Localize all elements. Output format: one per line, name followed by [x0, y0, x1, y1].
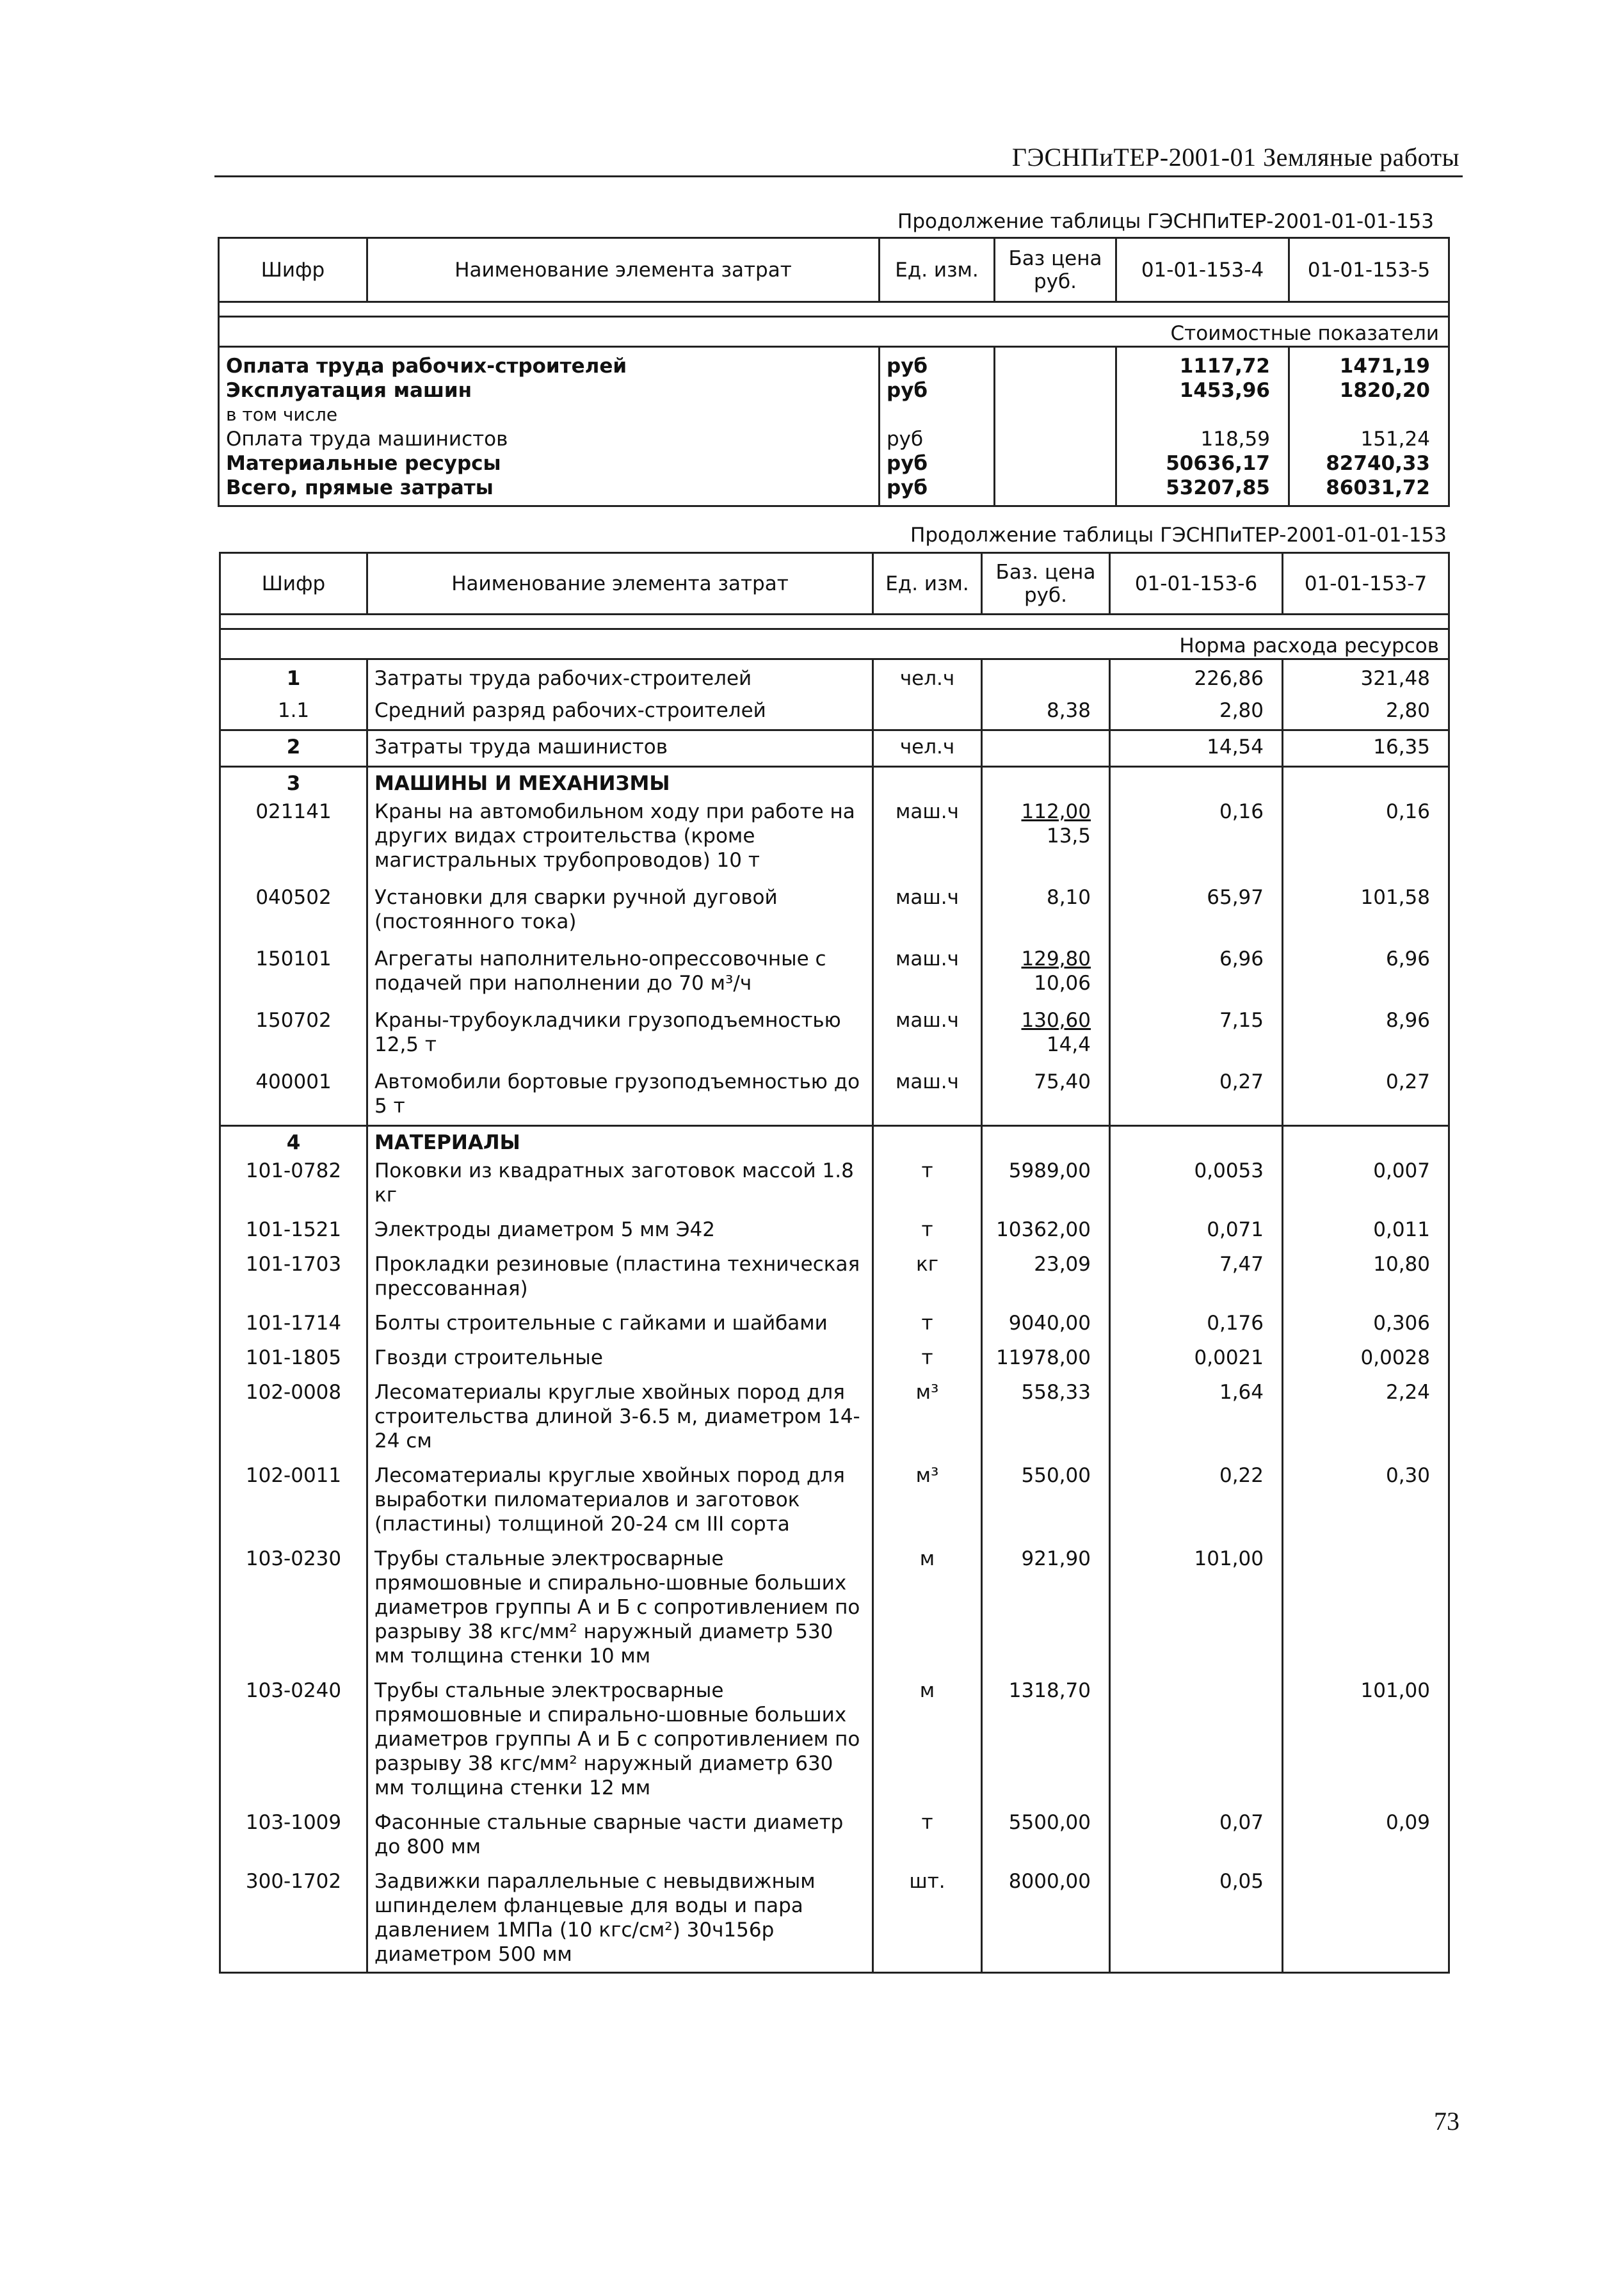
- header-unit: Ед. изм.: [873, 553, 982, 615]
- row-code: 101-1714: [220, 1307, 367, 1342]
- row-value-a: 1453,96: [1116, 378, 1289, 403]
- row-unit: т: [873, 1307, 982, 1342]
- row-value-b: 6,96: [1283, 943, 1449, 1004]
- row-name: Трубы стальные электросварные прямошовные и спирально-шовные больших диаметров группы А и Б с сопротивлением по разрыву 38 кгс/мм² наружный диаметр 530 мм толщина стенки 10 мм: [367, 1543, 873, 1675]
- row-code: 150101: [220, 943, 367, 1004]
- table2-subheader: Норма расхода ресурсов: [1110, 629, 1449, 659]
- row-name: Лесоматериалы круглые хвойных пород для выработки пиломатериалов и заготовок (пластины) толщиной 20-24 см III сорта: [367, 1460, 873, 1543]
- row-price: 1318,70: [982, 1675, 1110, 1807]
- row-unit: маш.ч: [873, 943, 982, 1004]
- row-value-b: 2,80: [1283, 691, 1449, 730]
- row-code: 101-1521: [220, 1214, 367, 1248]
- row-price-secondary: 13,5: [1046, 825, 1091, 848]
- row-value-b: 0,007: [1283, 1155, 1449, 1214]
- row-value-b: 101,58: [1283, 881, 1449, 943]
- row-code: 103-0240: [220, 1675, 367, 1807]
- row-name: Болты строительные с гайками и шайбами: [367, 1307, 873, 1342]
- row-name: в том числе: [219, 403, 880, 427]
- row-name: Прокладки резиновые (пластина техническая прессованная): [367, 1248, 873, 1307]
- table-row: [220, 881, 1449, 943]
- row-name: Краны-трубоукладчики грузоподъемностью 12,5 т: [367, 1004, 873, 1066]
- header-col-a: 01-01-153-6: [1110, 553, 1283, 615]
- row-value-b: 1471,19: [1289, 347, 1449, 379]
- header-col-a: 01-01-153-4: [1116, 238, 1289, 302]
- row-price: [982, 659, 1110, 691]
- row-price: 75,40: [982, 1066, 1110, 1126]
- row-unit: кг: [873, 1248, 982, 1307]
- row-code: 300-1702: [220, 1865, 367, 1973]
- row-code: 150702: [220, 1004, 367, 1066]
- table-row: [220, 1307, 1449, 1342]
- section-title: МАТЕРИАЛЫ: [367, 1126, 873, 1155]
- row-name: Краны на автомобильном ходу при работе на других видах строительства (кроме магистральных трубопроводов) 10 т: [367, 796, 873, 881]
- row-name: Автомобили бортовые грузоподъемностью до 5 т: [367, 1066, 873, 1126]
- row-name: Затраты труда рабочих-строителей: [367, 659, 873, 691]
- table-row: [220, 1807, 1449, 1865]
- table-row: [220, 796, 1449, 881]
- row-unit: руб: [880, 347, 995, 379]
- row-price: 8,10: [982, 881, 1110, 943]
- section-row: [220, 1126, 1449, 1155]
- row-price: 8000,00: [982, 1865, 1110, 1973]
- row-value-a: 226,86: [1110, 659, 1283, 691]
- row-value-a: 101,00: [1110, 1543, 1283, 1675]
- row-value-b: [1283, 1865, 1449, 1973]
- table-row: [220, 691, 1449, 730]
- row-unit: руб: [880, 451, 995, 476]
- row-value-a: 0,27: [1110, 1066, 1283, 1126]
- row-value-a: [1110, 1675, 1283, 1807]
- row-price: 550,00: [982, 1460, 1110, 1543]
- table-row: [219, 451, 1449, 476]
- section-title: МАШИНЫ И МЕХАНИЗМЫ: [367, 767, 873, 796]
- row-value-b: 16,35: [1283, 730, 1449, 767]
- cost-table: [218, 237, 1450, 507]
- row-unit: т: [873, 1342, 982, 1376]
- row-name: Установки для сварки ручной дуговой (постоянного тока): [367, 881, 873, 943]
- table-row: [220, 1675, 1449, 1807]
- row-unit: чел.ч: [873, 730, 982, 767]
- row-price: 558,33: [982, 1376, 1110, 1460]
- row-value-b: 321,48: [1283, 659, 1449, 691]
- table-row: [220, 1342, 1449, 1376]
- table-row: [220, 1460, 1449, 1543]
- row-name: Средний разряд рабочих-строителей: [367, 691, 873, 730]
- row-value-a: 7,15: [1110, 1004, 1283, 1066]
- header-name: Наименование элемента затрат: [367, 238, 880, 302]
- row-value-a: 0,071: [1110, 1214, 1283, 1248]
- table-row: [220, 730, 1449, 767]
- row-value-a: 0,0021: [1110, 1342, 1283, 1376]
- section-code: 3: [220, 767, 367, 796]
- table-row: [220, 1248, 1449, 1307]
- row-unit: чел.ч: [873, 659, 982, 691]
- row-value-a: 0,176: [1110, 1307, 1283, 1342]
- table1-caption: Продолжение таблицы ГЭСНПиТЕР-2001-01-01-153: [897, 210, 1434, 233]
- row-code: 102-0011: [220, 1460, 367, 1543]
- header-unit: Ед. изм.: [880, 238, 995, 302]
- row-price: 11978,00: [982, 1342, 1110, 1376]
- row-value-a: 0,07: [1110, 1807, 1283, 1865]
- row-code: 1.1: [220, 691, 367, 730]
- row-unit: т: [873, 1155, 982, 1214]
- row-value-b: 101,00: [1283, 1675, 1449, 1807]
- row-value-b: 86031,72: [1289, 476, 1449, 506]
- row-name: Поковки из квадратных заготовок массой 1.8 кг: [367, 1155, 873, 1214]
- row-value-b: 151,24: [1289, 427, 1449, 451]
- table2-caption: Продолжение таблицы ГЭСНПиТЕР-2001-01-01-153: [910, 524, 1447, 547]
- row-value-b: 0,16: [1283, 796, 1449, 881]
- row-value-b: 0,011: [1283, 1214, 1449, 1248]
- row-value-a: 14,54: [1110, 730, 1283, 767]
- row-unit: т: [873, 1807, 982, 1865]
- row-value-a: 0,16: [1110, 796, 1283, 881]
- table-row: [220, 1155, 1449, 1214]
- row-unit: м: [873, 1543, 982, 1675]
- row-unit: м³: [873, 1460, 982, 1543]
- row-value-a: 0,05: [1110, 1865, 1283, 1973]
- row-unit: м: [873, 1675, 982, 1807]
- table-row: [219, 476, 1449, 506]
- row-value-b: 1820,20: [1289, 378, 1449, 403]
- table-row: [220, 1214, 1449, 1248]
- row-name: Задвижки параллельные с невыдвижным шпинделем фланцевые для воды и пара давлением 1МПа (10 кгс/см²) 30ч156р диаметром 500 мм: [367, 1865, 873, 1973]
- row-value-b: 0,0028: [1283, 1342, 1449, 1376]
- row-value-a: 0,22: [1110, 1460, 1283, 1543]
- row-value-a: 53207,85: [1116, 476, 1289, 506]
- row-value-b: 10,80: [1283, 1248, 1449, 1307]
- table-row: [220, 1865, 1449, 1973]
- row-value-b: 2,24: [1283, 1376, 1449, 1460]
- row-code: 102-0008: [220, 1376, 367, 1460]
- table-row: [220, 1376, 1449, 1460]
- row-code: 103-1009: [220, 1807, 367, 1865]
- row-price: 23,09: [982, 1248, 1110, 1307]
- row-name: Трубы стальные электросварные прямошовные и спирально-шовные больших диаметров группы А и Б с сопротивлением по разрыву 38 кгс/мм² наружный диаметр 630 мм толщина стенки 12 мм: [367, 1675, 873, 1807]
- row-price: 921,90: [982, 1543, 1110, 1675]
- row-value-b: 0,306: [1283, 1307, 1449, 1342]
- row-name: Фасонные стальные сварные части диаметр до 800 мм: [367, 1807, 873, 1865]
- row-value-b: 0,09: [1283, 1807, 1449, 1865]
- row-name: Гвозди строительные: [367, 1342, 873, 1376]
- row-unit: руб: [880, 476, 995, 506]
- row-value-b: 82740,33: [1289, 451, 1449, 476]
- row-price: 112,00: [1021, 800, 1091, 823]
- row-price-secondary: 14,4: [1046, 1033, 1091, 1056]
- row-price: 5500,00: [982, 1807, 1110, 1865]
- row-code: 101-1703: [220, 1248, 367, 1307]
- row-code: 040502: [220, 881, 367, 943]
- row-code: 101-1805: [220, 1342, 367, 1376]
- row-name: Агрегаты наполнительно-опрессовочные с подачей при наполнении до 70 м³/ч: [367, 943, 873, 1004]
- row-code: 400001: [220, 1066, 367, 1126]
- header-code: Шифр: [220, 553, 367, 615]
- header-code: Шифр: [219, 238, 367, 302]
- row-name: Лесоматериалы круглые хвойных пород для строительства длиной 3-6.5 м, диаметром 14-24 см: [367, 1376, 873, 1460]
- row-price: 8,38: [982, 691, 1110, 730]
- table-row: [219, 347, 1449, 379]
- table-row: [220, 1004, 1449, 1066]
- row-code: 1: [220, 659, 367, 691]
- row-name: Эксплуатация машин: [219, 378, 880, 403]
- row-value-a: 50636,17: [1116, 451, 1289, 476]
- table-row: [219, 403, 1449, 427]
- row-unit: м³: [873, 1376, 982, 1460]
- row-value-b: 0,30: [1283, 1460, 1449, 1543]
- header-col-b: 01-01-153-5: [1289, 238, 1449, 302]
- row-unit: т: [873, 1214, 982, 1248]
- table-row: [220, 1066, 1449, 1126]
- row-price: 129,80: [1021, 947, 1091, 970]
- row-value-a: 2,80: [1110, 691, 1283, 730]
- row-value-a: 118,59: [1116, 427, 1289, 451]
- row-code: 021141: [220, 796, 367, 881]
- running-header: ГЭСНПиТЕР-2001-01 Земляные работы: [1011, 143, 1459, 172]
- row-unit: [873, 691, 982, 730]
- row-price: 10362,00: [982, 1214, 1110, 1248]
- row-price: 5989,00: [982, 1155, 1110, 1214]
- row-value-a: 65,97: [1110, 881, 1283, 943]
- row-name: Всего, прямые затраты: [219, 476, 880, 506]
- table-row: [219, 378, 1449, 403]
- section-row: [220, 767, 1449, 796]
- table-row: [220, 943, 1449, 1004]
- row-code: 103-0230: [220, 1543, 367, 1675]
- row-unit: руб: [880, 427, 995, 451]
- row-name: Затраты труда машинистов: [367, 730, 873, 767]
- row-value-a: 0,0053: [1110, 1155, 1283, 1214]
- table-row: [220, 1543, 1449, 1675]
- row-name: Оплата труда машинистов: [219, 427, 880, 451]
- resource-table: [219, 552, 1450, 1974]
- row-name: Материальные ресурсы: [219, 451, 880, 476]
- row-price: 9040,00: [982, 1307, 1110, 1342]
- row-value-a: 1,64: [1110, 1376, 1283, 1460]
- row-unit: шт.: [873, 1865, 982, 1973]
- header-price: Баз цена руб.: [995, 238, 1116, 302]
- table-row: [220, 659, 1449, 691]
- row-unit: маш.ч: [873, 1004, 982, 1066]
- row-value-b: 0,27: [1283, 1066, 1449, 1126]
- header-col-b: 01-01-153-7: [1283, 553, 1449, 615]
- row-value-a: 1117,72: [1116, 347, 1289, 379]
- row-name: Оплата труда рабочих-строителей: [219, 347, 880, 379]
- row-unit: маш.ч: [873, 881, 982, 943]
- row-unit: маш.ч: [873, 1066, 982, 1126]
- page-number: 73: [1434, 2107, 1459, 2136]
- row-code: 2: [220, 730, 367, 767]
- row-unit: маш.ч: [873, 796, 982, 881]
- row-value-a: 6,96: [1110, 943, 1283, 1004]
- table-row: [219, 427, 1449, 451]
- row-value-b: [1283, 1543, 1449, 1675]
- row-price-secondary: 10,06: [1034, 972, 1091, 995]
- header-rule: [214, 175, 1463, 177]
- row-unit: руб: [880, 378, 995, 403]
- header-price: Баз. цена руб.: [982, 553, 1110, 615]
- header-name: Наименование элемента затрат: [367, 553, 873, 615]
- section-code: 4: [220, 1126, 367, 1155]
- row-code: 101-0782: [220, 1155, 367, 1214]
- row-price: 130,60: [1021, 1009, 1091, 1032]
- row-value-a: 7,47: [1110, 1248, 1283, 1307]
- table1-subheader: Стоимостные показатели: [1116, 317, 1449, 347]
- row-value-b: 8,96: [1283, 1004, 1449, 1066]
- row-name: Электроды диаметром 5 мм Э42: [367, 1214, 873, 1248]
